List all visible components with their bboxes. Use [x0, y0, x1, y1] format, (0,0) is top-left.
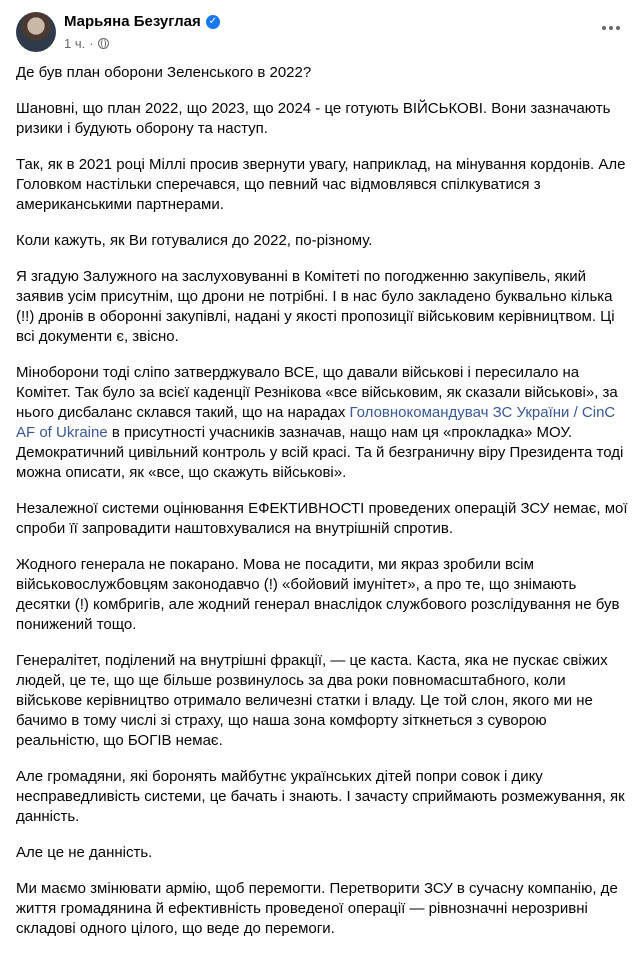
- post-paragraph: Генералітет, поділений на внутрішні фракції, — це каста. Каста, яка не пускає свіжих людей, це те, що ще більше розвинулось за два роки повномасштабного, коли військове керівництво отримало величезні статки і владу. Це той слон, якого ми не бачимо в тому числі зі страху, що наша зона комфорту зіткнеться з суворою реальністю, що БОГІВ немає.: [16, 652, 608, 749]
- paragraph-text: в присутності учасників зазначав, нащо нам ця «прокладка» МОУ. Демократичний цивільний контроль у всій красі. Та й безграничну віру Президента тоді можна описати, як «все, що скажуть військові».: [16, 424, 624, 481]
- dot-icon: [616, 26, 620, 30]
- post-content: [16, 63, 629, 955]
- post-paragraph: Ми маємо змінювати армію, щоб перемогти. Перетворити ЗСУ в сучасну компанію, де життя громадянина й ефективність проведеної операції — рівнозначні нерозривні складові одного цілого, що веде до перемоги.: [16, 880, 618, 937]
- post-paragraph: Я згадую Залужного на заслуховуванні в Комітеті по погодженню закупівель, який заявив усім присутнім, що дрони не потрібні. І в нас було закладено буквально кілька (!!) дронів в оборонні закупівлі, надані у якості пропозиції військовим керівництвом. Ці всі документи є, звісно.: [16, 268, 615, 345]
- dot-icon: [602, 26, 606, 30]
- post-meta: [64, 36, 109, 51]
- author-line: [64, 13, 220, 30]
- post-paragraph: Коли кажуть, як Ви готувалися до 2022, по-різному.: [16, 232, 373, 249]
- post-header: [16, 12, 627, 56]
- post-paragraph: Жодного генерала не покарано. Мова не посадити, ми якраз зробили всім військовослужбовцям законодавчо (!) «бойовий імунітет», а про те, що знімають десятки (!) комбригів, але жодний генерал внаслідок службового розслідування не був понижений тощо.: [16, 556, 620, 633]
- post-paragraph: Де був план оборони Зеленського в 2022?: [16, 64, 312, 81]
- post-paragraph: Незалежної системи оцінювання ЕФЕКТИВНОСТІ проведених операцій ЗСУ немає, мої спроби її запровадити наштовхувалися на внутрішній спротив.: [16, 500, 628, 537]
- post-paragraph: Але громадяни, які боронять майбутнє українських дітей попри совок і дику несправедливість системи, це бачать і знають. І зачасту сприймають розмежування, як данність.: [16, 768, 625, 825]
- author-name[interactable]: Марьяна Безуглая: [64, 13, 201, 30]
- mention-link[interactable]: Головнокомандувач ЗС України / CinC AF of Ukraine: [16, 404, 616, 441]
- avatar[interactable]: [16, 12, 56, 52]
- dot-icon: [609, 26, 613, 30]
- post-paragraph: [16, 363, 629, 483]
- post-paragraph: Шановні, що план 2022, що 2023, що 2024 - це готують ВІЙСЬКОВІ. Вони зазначають ризики і будують оборону та наступ.: [16, 100, 611, 137]
- post-time[interactable]: 1 ч.: [64, 36, 86, 51]
- paragraph-text: Міноборони тоді сліпо затверджувало ВСЕ, що давали військові і пересилало на Комітет. Так було за всієї каденції Резнікова «все військовим, як сказали військові», за нього дисбаланс склався такий, що на нарадах: [16, 364, 618, 421]
- globe-icon: [98, 38, 109, 49]
- post-paragraph: Так, як в 2021 році Міллі просив звернути увагу, наприклад, на мінування кордонів. Але Головком настільки сперечався, що певний час відмовлявся спілкуватися з американськими партнерами.: [16, 156, 626, 213]
- verified-badge-icon: ✓: [206, 15, 220, 29]
- meta-separator: ·: [89, 36, 94, 51]
- more-options-button[interactable]: [595, 16, 627, 40]
- post-paragraph: Але це не данність.: [16, 844, 153, 861]
